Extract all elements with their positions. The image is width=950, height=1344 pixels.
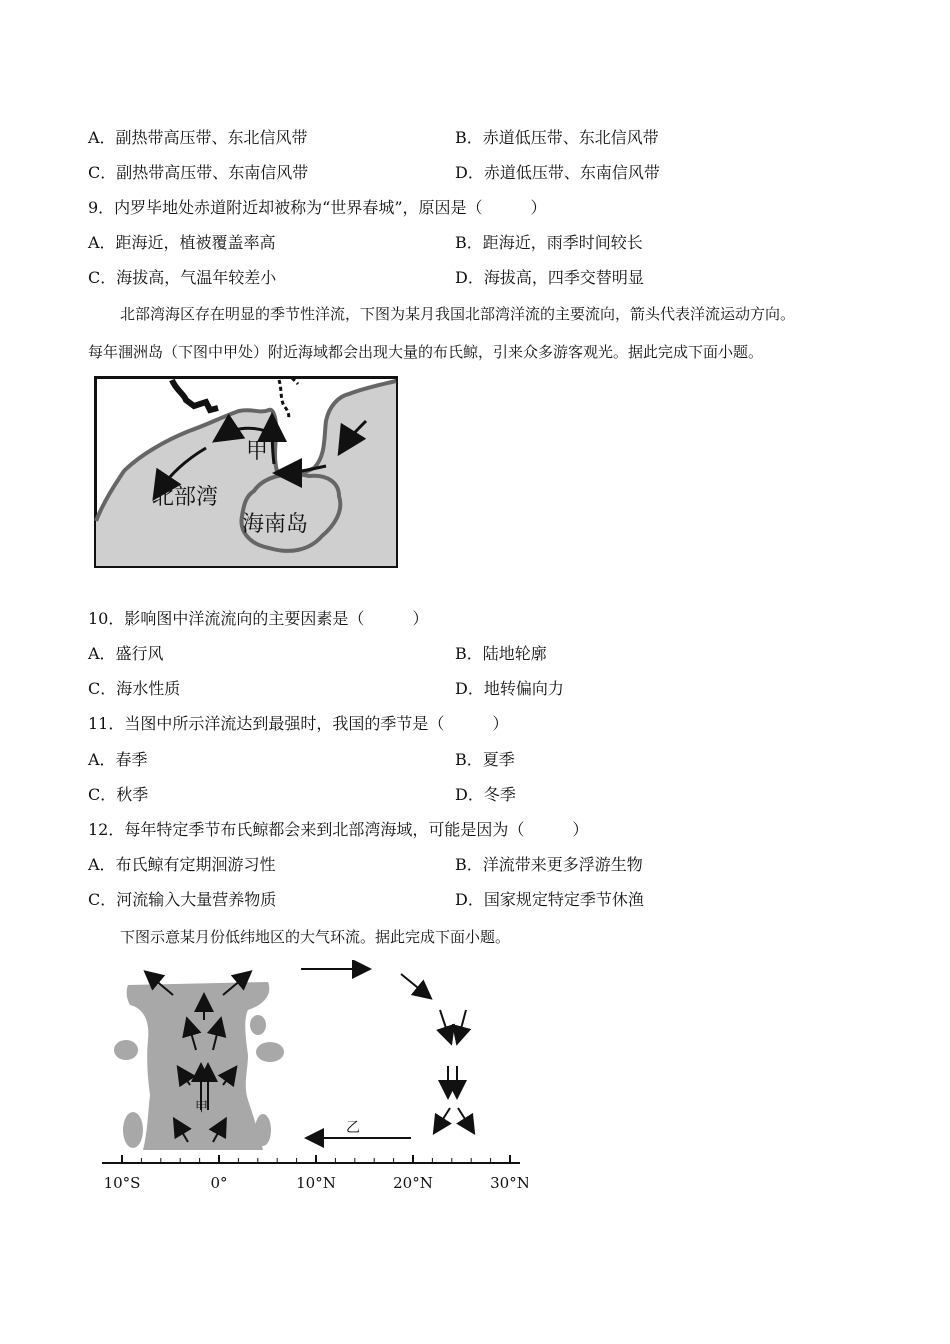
cloud-puff xyxy=(114,1040,138,1060)
axis-tick-label: 10°S xyxy=(103,1174,141,1192)
axis-tick-label: 10°N xyxy=(296,1174,336,1192)
passage1-line1: 北部湾海区存在明显的季节性洋流，下图为某月我国北部湾洋流的主要流向，箭头代表洋流运动方向。 xyxy=(120,305,796,323)
q8-option-a: A．副热带高压带、东北信风带 xyxy=(88,128,308,147)
fig-label-jia: 甲 xyxy=(195,1100,209,1115)
cloud-puff xyxy=(256,1042,284,1062)
q10-stem: 10．影响图中洋流流向的主要因素是（ ） xyxy=(88,609,429,628)
q11-option-c: C．秋季 xyxy=(88,785,149,804)
q11-stem: 11．当图中所示洋流达到最强时，我国的季节是（ ） xyxy=(88,714,509,733)
cloud-mass xyxy=(127,982,270,1150)
q8-option-d: D．赤道低压带、东南信风带 xyxy=(455,163,660,182)
q10-option-a: A．盛行风 xyxy=(88,644,164,663)
wind-arrow xyxy=(440,1010,450,1040)
q12-stem: 12．每年特定季节布氏鲸都会来到北部湾海域，可能是因为（ ） xyxy=(88,820,589,839)
q10-option-d: D．地转偏向力 xyxy=(455,679,564,698)
q11-option-d: D．冬季 xyxy=(455,785,516,804)
q9-option-c: C．海拔高，气温年较差小 xyxy=(88,268,277,287)
axis-tick-label: 30°N xyxy=(490,1174,528,1192)
q11-option-b: B．夏季 xyxy=(455,750,515,769)
cloud-puff xyxy=(123,1112,143,1148)
q10-option-b: B．陆地轮廓 xyxy=(455,644,547,663)
axis-ticks xyxy=(104,1155,528,1192)
wind-arrow xyxy=(436,1108,450,1130)
cloud-puff xyxy=(250,1015,266,1035)
q12-option-b: B．洋流带来更多浮游生物 xyxy=(455,855,643,874)
q9-option-a: A．距海近，植被覆盖率高 xyxy=(88,233,276,252)
beibu-gulf-map xyxy=(94,376,398,568)
atmospheric-circulation-figure xyxy=(98,960,528,1195)
map-label-jia: 甲 xyxy=(246,439,269,464)
q9-option-b: B．距海近，雨季时间较长 xyxy=(455,233,643,252)
q10-option-c: C．海水性质 xyxy=(88,679,181,698)
wind-arrow xyxy=(458,1010,466,1040)
q9-stem: 9．内罗毕地处赤道附近却被称为“世界春城”，原因是（ ） xyxy=(88,198,547,217)
wind-arrow xyxy=(458,1108,472,1130)
axis-tick-label: 0° xyxy=(210,1174,228,1192)
q9-option-d: D．海拔高，四季交替明显 xyxy=(455,268,644,287)
map-label-island: 海南岛 xyxy=(242,512,309,537)
axis-tick-label: 20°N xyxy=(393,1174,433,1192)
wind-arrow xyxy=(401,974,428,996)
q12-option-d: D．国家规定特定季节休渔 xyxy=(455,890,644,909)
q11-option-a: A．春季 xyxy=(88,750,148,769)
map-label-bay: 北部湾 xyxy=(152,485,219,510)
q12-option-a: A．布氏鲸有定期洄游习性 xyxy=(88,855,276,874)
q8-option-b: B．赤道低压带、东北信风带 xyxy=(455,128,659,147)
passage2-line1: 下图示意某月份低纬地区的大气环流。据此完成下面小题。 xyxy=(120,928,511,946)
passage1-line2: 每年涠洲岛（下图中甲处）附近海域都会出现大量的布氏鲸，引来众多游客观光。据此完成下面小题。 xyxy=(88,343,764,361)
q12-option-c: C．河流输入大量营养物质 xyxy=(88,890,277,909)
cloud-puff xyxy=(255,1114,271,1146)
q8-option-c: C．副热带高压带、东南信风带 xyxy=(88,163,309,182)
fig-label-yi: 乙 xyxy=(346,1120,360,1136)
